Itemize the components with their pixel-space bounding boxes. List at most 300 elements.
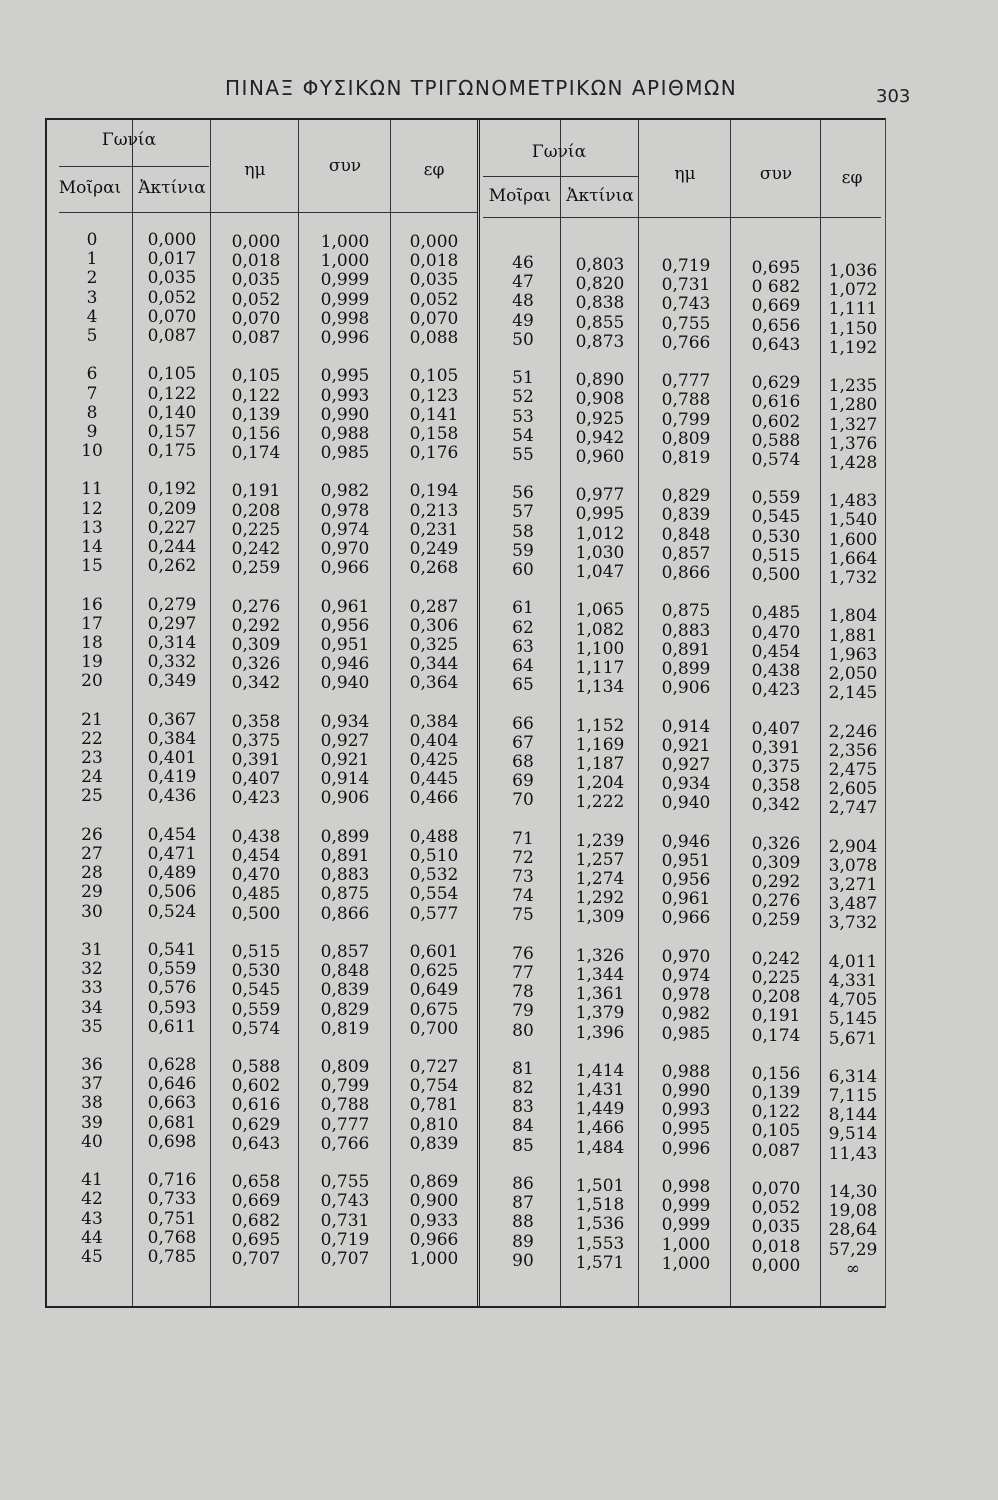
left-radians-cell: 0,140: [147, 402, 197, 423]
right-radians-cell: 1,309: [575, 907, 625, 928]
left-degrees-cell: 18: [81, 632, 103, 653]
right-cos-cell: 0,454: [751, 641, 801, 662]
right-tan-cell: 1,664: [828, 548, 878, 569]
left-tan-cell: 0,869: [409, 1172, 459, 1193]
cos-column-right: [735, 259, 817, 1276]
row-group-gap: [735, 470, 817, 489]
right-degrees-cell: 56: [512, 483, 534, 504]
left-sin-cell: 0,438: [231, 826, 281, 847]
left-radians-cell: 0,593: [147, 997, 197, 1018]
right-cos-cell: 0,602: [751, 411, 801, 432]
right-sin-cell: 0,934: [661, 774, 711, 795]
right-sin-cell: 0,961: [661, 889, 711, 910]
row-group-gap: [735, 585, 817, 604]
left-radians-cell: 0,070: [147, 306, 197, 327]
left-sin-cell: 0,423: [231, 788, 281, 809]
row-group-gap: [565, 582, 635, 601]
left-tan-cell: 0,700: [409, 1018, 459, 1039]
row-group-gap: [645, 468, 727, 487]
right-degrees-cell: 59: [512, 540, 534, 561]
right-tan-cell: 5,145: [828, 1009, 878, 1030]
right-tan-cell: 1,804: [828, 606, 878, 627]
divider-deg-rad-left: [132, 120, 133, 1306]
right-degrees-cell: 51: [512, 368, 534, 389]
left-tan-cell: 0,839: [409, 1133, 459, 1154]
left-radians-cell: 0,419: [147, 767, 197, 788]
row-group-gap: [137, 461, 207, 480]
left-degrees-cell: 14: [81, 537, 103, 557]
row-group-gap: [217, 694, 295, 713]
right-degrees-cell: 85: [512, 1135, 534, 1156]
right-tan-cell: 3,487: [828, 894, 878, 915]
row-group-gap: [67, 1037, 117, 1056]
right-sin-cell: 0,990: [661, 1081, 711, 1102]
left-degrees-cell: 40: [81, 1131, 103, 1152]
left-degrees-cell: 15: [81, 556, 103, 577]
left-cos-cell: 0,998: [320, 308, 370, 329]
left-degrees-cell: 12: [81, 498, 103, 519]
left-degrees-cell: 42: [81, 1189, 103, 1210]
right-degrees-cell: 88: [512, 1212, 534, 1233]
right-cos-cell: 0,342: [751, 795, 801, 816]
left-radians-cell: 0,489: [147, 863, 197, 884]
right-radians-cell: 1,571: [575, 1252, 625, 1273]
left-cos-cell: 0,899: [320, 826, 370, 847]
right-radians-cell: 0,838: [575, 293, 625, 314]
right-sin-cell: 0,788: [661, 390, 711, 411]
left-degrees-cell: 39: [81, 1112, 103, 1133]
tan-header-left: εφ: [423, 160, 445, 180]
row-group-gap: [303, 348, 387, 367]
left-cos-cell: 0,719: [320, 1229, 370, 1250]
right-tan-cell: 1,540: [828, 510, 878, 531]
right-degrees-cell: 84: [512, 1116, 534, 1137]
left-sin-cell: 0,052: [231, 289, 281, 310]
right-sin-cell: 0,809: [661, 428, 711, 449]
right-cos-cell: 0,643: [751, 334, 801, 355]
left-cos-cell: 0,883: [320, 865, 370, 886]
row-group-gap: [67, 461, 117, 480]
left-radians-cell: 0,349: [147, 671, 197, 692]
right-degrees-cell: 76: [512, 943, 534, 964]
left-cos-cell: 0,743: [320, 1191, 370, 1212]
right-tan-cell: 19,08: [828, 1201, 878, 1222]
left-cos-cell: 0,961: [320, 596, 370, 617]
left-degrees-cell: 22: [81, 728, 103, 749]
left-radians-cell: 0,716: [147, 1170, 197, 1191]
right-cos-cell: 0,500: [751, 565, 801, 585]
left-tan-cell: 0,425: [409, 750, 459, 771]
left-tan-cell: 0,510: [409, 846, 459, 866]
row-group-gap: [645, 583, 727, 602]
left-sin-cell: 0,658: [231, 1172, 281, 1193]
right-degrees-cell: 90: [512, 1250, 534, 1271]
left-tan-cell: 0,810: [409, 1114, 459, 1135]
left-sin-cell: 0,358: [231, 711, 281, 732]
divider-sin-cos-right: [730, 120, 731, 1306]
left-sin-cell: 0,588: [231, 1057, 281, 1078]
row-group-gap: [565, 812, 635, 831]
left-cos-cell: 0,839: [320, 980, 370, 1001]
left-tan-cell: 0,000: [409, 232, 459, 252]
left-radians-cell: 0,262: [147, 556, 197, 577]
right-cos-cell: 0,208: [751, 987, 801, 1008]
right-cos-cell: 0,242: [751, 948, 801, 969]
row-group-gap: [137, 922, 207, 941]
right-cos-cell: 0,423: [751, 680, 801, 701]
left-degrees-cell: 3: [86, 287, 98, 308]
right-cos-cell: 0,407: [751, 718, 801, 739]
right-radians-cell: 1,274: [575, 869, 625, 889]
left-cos-cell: 0,891: [320, 846, 370, 866]
left-cos-cell: 0,946: [320, 654, 370, 675]
right-tan-cell: 2,050: [828, 663, 878, 684]
left-sin-cell: 0,515: [231, 941, 281, 962]
left-cos-cell: 0,988: [320, 423, 370, 444]
row-group-gap: [823, 934, 883, 953]
header-rule-right: [483, 217, 881, 218]
row-group-gap: [823, 358, 883, 377]
row-group-gap: [303, 809, 387, 828]
row-group-gap: [735, 815, 817, 834]
degrees-header-right: Μοῖραι: [488, 186, 552, 206]
left-sin-cell: 0,629: [231, 1114, 281, 1135]
sin-column-left: [217, 233, 295, 1269]
tan-column-right: [823, 262, 883, 1279]
left-cos-cell: 0,999: [320, 270, 370, 291]
right-radians-cell: 1,553: [575, 1233, 625, 1254]
row-group-gap: [67, 576, 117, 595]
row-group-gap: [217, 578, 295, 597]
left-radians-cell: 0,332: [147, 652, 197, 673]
left-degrees-cell: 25: [81, 786, 103, 807]
left-degrees-cell: 20: [81, 671, 103, 692]
right-tan-cell: 2,747: [828, 798, 878, 819]
right-cos-cell: 0,070: [751, 1179, 801, 1199]
left-cos-cell: 0,906: [320, 788, 370, 809]
right-cos-cell: 0,656: [751, 315, 801, 336]
left-cos-cell: 0,921: [320, 750, 370, 771]
right-tan-cell: 2,605: [828, 779, 878, 800]
left-cos-cell: 0,857: [320, 941, 370, 962]
left-radians-cell: 0,559: [147, 959, 197, 980]
right-sin-cell: 0,998: [661, 1177, 711, 1197]
right-degrees-cell: 58: [512, 521, 534, 542]
cos-column-left: [303, 233, 387, 1269]
left-radians-cell: 0,175: [147, 441, 197, 462]
left-radians-cell: 0,576: [147, 978, 197, 999]
right-cos-cell: 0,485: [751, 603, 801, 624]
right-tan-cell: 2,475: [828, 759, 878, 780]
right-sin-cell: 1,000: [661, 1234, 711, 1255]
row-group-gap: [303, 1039, 387, 1058]
right-cos-cell: 0,669: [751, 296, 801, 317]
right-radians-cell: 1,466: [575, 1118, 625, 1139]
left-cos-cell: 0,978: [320, 500, 370, 521]
left-radians-cell: 0,035: [147, 268, 197, 289]
right-degrees-cell: 82: [512, 1078, 534, 1099]
right-sin-cell: 0,999: [661, 1215, 711, 1236]
right-degrees-cell: 75: [512, 905, 534, 926]
degrees-column-left: [67, 231, 117, 1267]
left-cos-cell: 0,982: [320, 481, 370, 502]
right-sin-cell: 0,866: [661, 563, 711, 583]
left-degrees-cell: 16: [81, 594, 103, 615]
left-cos-cell: 0,848: [320, 961, 370, 982]
right-sin-cell: 0,974: [661, 965, 711, 986]
row-group-gap: [217, 809, 295, 828]
left-tan-cell: 0,287: [409, 596, 459, 617]
left-degrees-cell: 4: [86, 306, 98, 327]
right-sin-cell: 0,899: [661, 658, 711, 679]
row-group-gap: [67, 922, 117, 941]
left-tan-cell: 0,070: [409, 308, 459, 329]
left-radians-cell: 0,052: [147, 287, 197, 308]
left-radians-cell: 0,157: [147, 421, 197, 442]
left-sin-cell: 0,070: [231, 308, 281, 329]
right-sin-cell: 0,914: [661, 716, 711, 737]
right-cos-cell: 0,174: [751, 1025, 801, 1046]
left-radians-cell: 0,454: [147, 824, 197, 845]
left-sin-cell: 0,602: [231, 1076, 281, 1097]
left-tan-cell: 0,649: [409, 980, 459, 1001]
right-radians-cell: 0,908: [575, 389, 625, 410]
divider-cos-tan-left: [390, 120, 391, 1306]
left-degrees-cell: 27: [81, 844, 103, 864]
left-degrees-cell: 29: [81, 882, 103, 903]
left-tan-cell: 0,158: [409, 423, 459, 444]
left-sin-cell: 0,485: [231, 884, 281, 905]
left-radians-cell: 0,227: [147, 517, 197, 538]
left-degrees-cell: 2: [86, 268, 98, 289]
left-radians-cell: 0,663: [147, 1093, 197, 1114]
left-radians-cell: 0,681: [147, 1112, 197, 1133]
left-radians-cell: 0,122: [147, 383, 197, 404]
left-tan-cell: 0,176: [409, 443, 459, 464]
left-sin-cell: 0,276: [231, 596, 281, 617]
left-sin-cell: 0,000: [231, 232, 281, 252]
row-group-gap: [493, 465, 553, 484]
right-cos-cell: 0,052: [751, 1198, 801, 1219]
left-cos-cell: 0,914: [320, 769, 370, 790]
left-sin-cell: 0,695: [231, 1229, 281, 1250]
right-sin-cell: 0,995: [661, 1119, 711, 1140]
right-cos-cell: 0,515: [751, 545, 801, 566]
row-group-gap: [493, 350, 553, 369]
right-tan-cell: 1,327: [828, 414, 878, 435]
left-cos-cell: 0,995: [320, 366, 370, 387]
right-cos-cell: 0,191: [751, 1006, 801, 1027]
left-sin-cell: 0,105: [231, 366, 281, 387]
right-tan-cell: 1,111: [828, 299, 878, 320]
right-radians-cell: 1,257: [575, 849, 625, 870]
left-sin-cell: 0,122: [231, 385, 281, 406]
left-radians-cell: 0,017: [147, 249, 197, 270]
right-degrees-cell: 86: [512, 1174, 534, 1194]
left-tan-cell: 0,123: [409, 385, 459, 406]
right-radians-cell: 0,855: [575, 312, 625, 333]
left-tan-cell: 0,088: [409, 327, 459, 348]
left-cos-cell: 0,934: [320, 711, 370, 732]
angle-header-right: Γωνία: [531, 142, 587, 162]
right-radians-cell: 1,187: [575, 753, 625, 774]
left-tan-cell: 1,000: [409, 1248, 459, 1269]
left-degrees-cell: 24: [81, 767, 103, 788]
row-group-gap: [217, 1154, 295, 1173]
right-radians-cell: 1,414: [575, 1060, 625, 1081]
left-sin-cell: 0,574: [231, 1018, 281, 1039]
left-tan-cell: 0,364: [409, 673, 459, 694]
right-degrees-cell: 69: [512, 771, 534, 792]
right-sin-cell: 0,839: [661, 505, 711, 526]
right-degrees-cell: 67: [512, 732, 534, 753]
right-tan-cell: 2,356: [828, 740, 878, 761]
right-sin-cell: 0,921: [661, 735, 711, 756]
row-group-gap: [303, 924, 387, 943]
left-cos-cell: 0,996: [320, 327, 370, 348]
page-header: [0, 76, 998, 106]
left-sin-cell: 0,375: [231, 730, 281, 751]
right-degrees-cell: 80: [512, 1020, 534, 1041]
right-cos-cell: 0,695: [751, 258, 801, 278]
left-radians-cell: 0,384: [147, 728, 197, 749]
row-group-gap: [393, 1154, 475, 1173]
left-degrees-cell: 35: [81, 1016, 103, 1037]
header-rule-left: [59, 212, 477, 213]
left-degrees-cell: 32: [81, 959, 103, 980]
right-radians-cell: 0,960: [575, 446, 625, 467]
left-tan-cell: 0,754: [409, 1076, 459, 1097]
left-sin-cell: 0,139: [231, 404, 281, 425]
left-tan-cell: 0,306: [409, 615, 459, 636]
left-tan-cell: 0,105: [409, 366, 459, 387]
right-cos-cell: 0,391: [751, 737, 801, 758]
right-cos-cell: 0,309: [751, 852, 801, 873]
right-tan-cell: 6,314: [828, 1066, 878, 1087]
row-group-gap: [393, 578, 475, 597]
row-group-gap: [735, 931, 817, 950]
row-group-gap: [137, 692, 207, 711]
row-group-gap: [823, 588, 883, 607]
right-tan-cell: 7,115: [828, 1086, 878, 1107]
right-cos-cell: 0,156: [751, 1063, 801, 1084]
left-degrees-cell: 0: [86, 230, 98, 250]
right-sin-cell: 0,883: [661, 620, 711, 641]
left-tan-cell: 0,675: [409, 999, 459, 1020]
right-sin-cell: 0,999: [661, 1196, 711, 1217]
right-cos-cell: 0,375: [751, 756, 801, 777]
angle-subheader-rule-right: [483, 176, 638, 177]
row-group-gap: [565, 352, 635, 371]
right-degrees-cell: 81: [512, 1058, 534, 1079]
left-cos-cell: 0,956: [320, 615, 370, 636]
right-radians-cell: 1,169: [575, 734, 625, 755]
right-radians-cell: 1,449: [575, 1099, 625, 1120]
left-degrees-cell: 23: [81, 748, 103, 769]
left-tan-cell: 0,577: [409, 903, 459, 924]
left-degrees-cell: 7: [86, 383, 98, 404]
right-sin-cell: 0,857: [661, 543, 711, 564]
left-tan-cell: 0,141: [409, 404, 459, 425]
left-tan-cell: 0,466: [409, 788, 459, 809]
left-degrees-cell: 9: [86, 421, 98, 442]
right-degrees-cell: 55: [512, 444, 534, 465]
row-group-gap: [393, 694, 475, 713]
right-sin-cell: 0,891: [661, 639, 711, 660]
row-group-gap: [493, 695, 553, 714]
left-radians-cell: 0,244: [147, 537, 197, 557]
left-cos-cell: 1,000: [320, 251, 370, 272]
left-degrees-cell: 5: [86, 325, 98, 346]
radians-header-left: Ἀκτίνια: [138, 178, 206, 198]
right-sin-cell: 0,978: [661, 985, 711, 1006]
left-cos-cell: 0,766: [320, 1133, 370, 1154]
row-group-gap: [217, 348, 295, 367]
left-sin-cell: 0,326: [231, 654, 281, 675]
left-tan-cell: 0,325: [409, 634, 459, 655]
radians-column-right: [565, 256, 635, 1273]
angle-header-left: Γωνία: [101, 130, 157, 150]
left-tan-cell: 0,625: [409, 961, 459, 982]
row-group-gap: [67, 692, 117, 711]
right-cos-cell: 0,139: [751, 1083, 801, 1104]
row-group-gap: [735, 1161, 817, 1180]
tan-header-right: εφ: [841, 168, 863, 188]
right-radians-cell: 0,890: [575, 370, 625, 391]
right-tan-cell: 28,64: [828, 1220, 878, 1241]
left-tan-cell: 0,268: [409, 558, 459, 579]
left-cos-cell: 0,707: [320, 1248, 370, 1269]
right-tan-cell: 2,904: [828, 836, 878, 857]
right-sin-cell: 0,985: [661, 1023, 711, 1044]
left-cos-cell: 0,927: [320, 730, 370, 751]
right-sin-cell: 0,966: [661, 908, 711, 929]
left-radians-cell: 0,751: [147, 1208, 197, 1229]
right-degrees-cell: 71: [512, 828, 534, 849]
left-sin-cell: 0,643: [231, 1133, 281, 1154]
left-cos-cell: 0,966: [320, 558, 370, 579]
left-degrees-cell: 36: [81, 1055, 103, 1076]
left-cos-cell: 0,777: [320, 1114, 370, 1135]
row-group-gap: [137, 1152, 207, 1171]
right-radians-cell: 1,117: [575, 657, 625, 678]
row-group-gap: [303, 463, 387, 482]
angle-subheader-rule-left: [59, 166, 209, 167]
right-degrees-cell: 50: [512, 329, 534, 350]
right-sin-cell: 0,970: [661, 946, 711, 967]
row-group-gap: [493, 1041, 553, 1060]
right-tan-cell: 5,671: [828, 1028, 878, 1049]
right-tan-cell: 3,271: [828, 875, 878, 895]
row-group-gap: [645, 353, 727, 372]
row-group-gap: [645, 813, 727, 832]
row-group-gap: [303, 694, 387, 713]
right-degrees-cell: 68: [512, 751, 534, 772]
row-group-gap: [217, 1039, 295, 1058]
right-sin-cell: 0,996: [661, 1138, 711, 1159]
right-tan-cell: 1,150: [828, 318, 878, 339]
degrees-header-left: Μοῖραι: [58, 178, 122, 198]
right-sin-cell: 0,875: [661, 601, 711, 622]
right-sin-cell: 0,946: [661, 831, 711, 852]
row-group-gap: [217, 924, 295, 943]
left-sin-cell: 0,174: [231, 443, 281, 464]
left-cos-cell: 0,875: [320, 884, 370, 905]
row-group-gap: [493, 580, 553, 599]
left-sin-cell: 0,342: [231, 673, 281, 694]
left-tan-cell: 0,404: [409, 730, 459, 751]
row-group-gap: [67, 346, 117, 365]
